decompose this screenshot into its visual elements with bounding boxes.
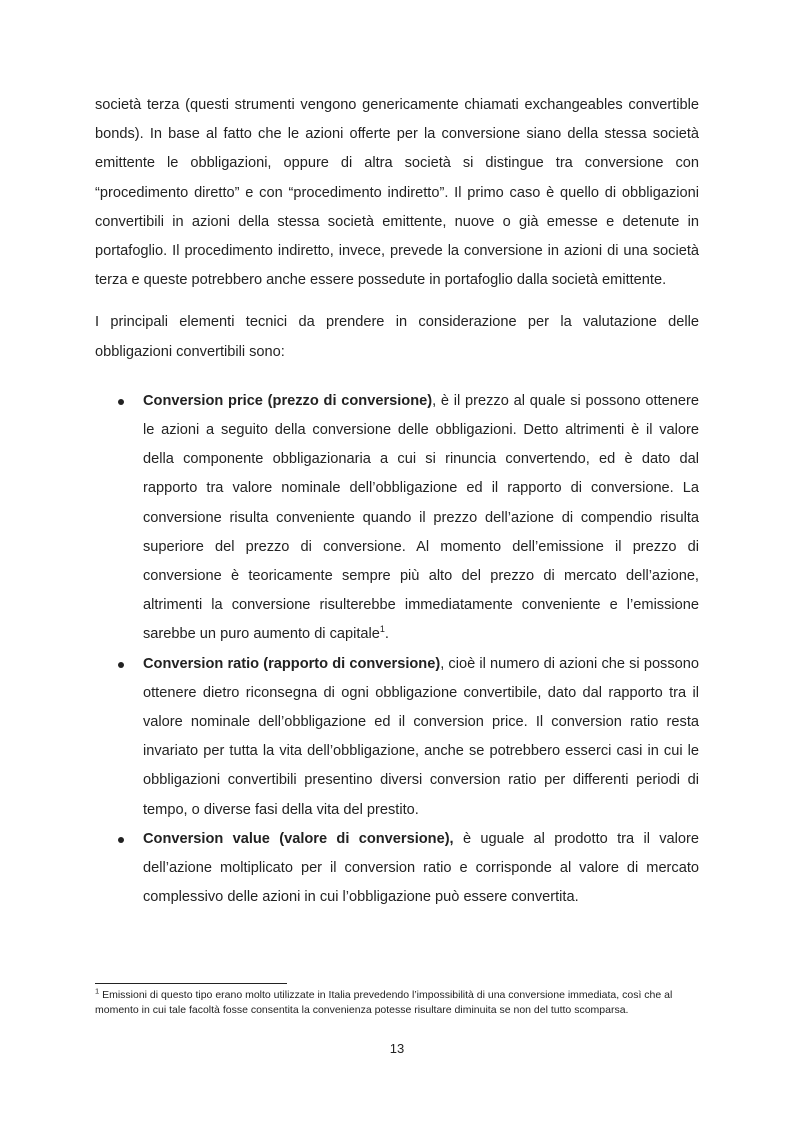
bullet-item-conversion-value	[95, 825, 699, 913]
footnote	[95, 988, 699, 1018]
footnote-separator	[95, 983, 287, 984]
bullet-list	[95, 387, 699, 913]
bullet-icon	[118, 662, 124, 668]
footnote-text: Emissioni di questo tipo erano molto utilizzate in Italia prevedendo l’impossibilità di una conversione immediata, così che al momento in cui tale facoltà fosse consentita la convenienza potesse risultare diminuita se non del tutto scomparsa.	[95, 989, 673, 1016]
bullet-item-conversion-price	[95, 387, 699, 650]
bullet-icon	[118, 837, 124, 843]
bullet-icon	[118, 399, 124, 405]
bullet-text: , è il prezzo al quale si possono ottenere le azioni a seguito della conversione delle obbligazioni. Detto altrimenti è il valore della componente obbligazionaria a cui si rinuncia convertendo, ed è dato dal rapporto tra valore nominale dell’obbligazione ed il rapporto di conversione. La conversione risulta conveniente quando il prezzo dell’azione di compendio risulta superiore del prezzo di conversione. Al momento dell’emissione il prezzo di conversione è teoricamente sempre più alto del prezzo di mercato dell’azione, altrimenti la conversione risulterebbe immediatamente conveniente e l’emissione sarebbe un puro aumento di capitale	[143, 392, 699, 643]
bullet-text: è uguale al prodotto tra il valore dell’azione moltiplicato per il conversion ratio e corrisponde al valore di mercato complessivo delle azioni in cui l’obbligazione può essere convertita.	[143, 830, 700, 906]
paragraph-1: società terza (questi strumenti vengono genericamente chiamati exchangeables convertible bonds). In base al fatto che le azioni offerte per la conversione siano della stessa società emittente le obbligazioni, oppure di altra società si distingue tra conversione con “procedimento diretto” e con “procedimento indiretto”. Il primo caso è quello di obbligazioni convertibili in azioni della stessa società emittente, nuove o già emesse e detenute in portafoglio. Il procedimento indiretto, invece, prevede la conversione in azioni di una società terza e queste potrebbero anche essere possedute in portafoglio dalla società emittente.	[95, 97, 699, 289]
paragraph-2: I principali elementi tecnici da prendere in considerazione per la valutazione delle obbligazioni convertibili sono:	[95, 314, 699, 360]
page-number: 13	[389, 1041, 405, 1056]
bullet-term: Conversion ratio (rapporto di conversione)	[143, 655, 441, 672]
bullet-term: Conversion price (prezzo di conversione)	[143, 392, 433, 409]
bullet-term: Conversion value (valore di conversione),	[143, 830, 454, 847]
bullet-text: , cioè il numero di azioni che si possono ottenere dietro riconsegna di ogni obbligazione convertibile, dato dal rapporto tra il valore nominale dell’obbligazione ed il conversion price. Il conversion ratio resta invariato per tutta la vita dell’obbligazione, anche se potrebbero esserci casi in cui le obbligazioni convertibili presentino diversi conversion ratio per differenti periodi di tempo, o diverse fasi della vita del prestito.	[143, 655, 699, 818]
bullet-text-end: .	[384, 626, 389, 643]
footnote-number: 1	[95, 986, 100, 996]
page-body	[95, 91, 699, 912]
bullet-item-conversion-ratio	[95, 650, 699, 825]
footnote-ref[interactable]: 1	[379, 624, 385, 635]
